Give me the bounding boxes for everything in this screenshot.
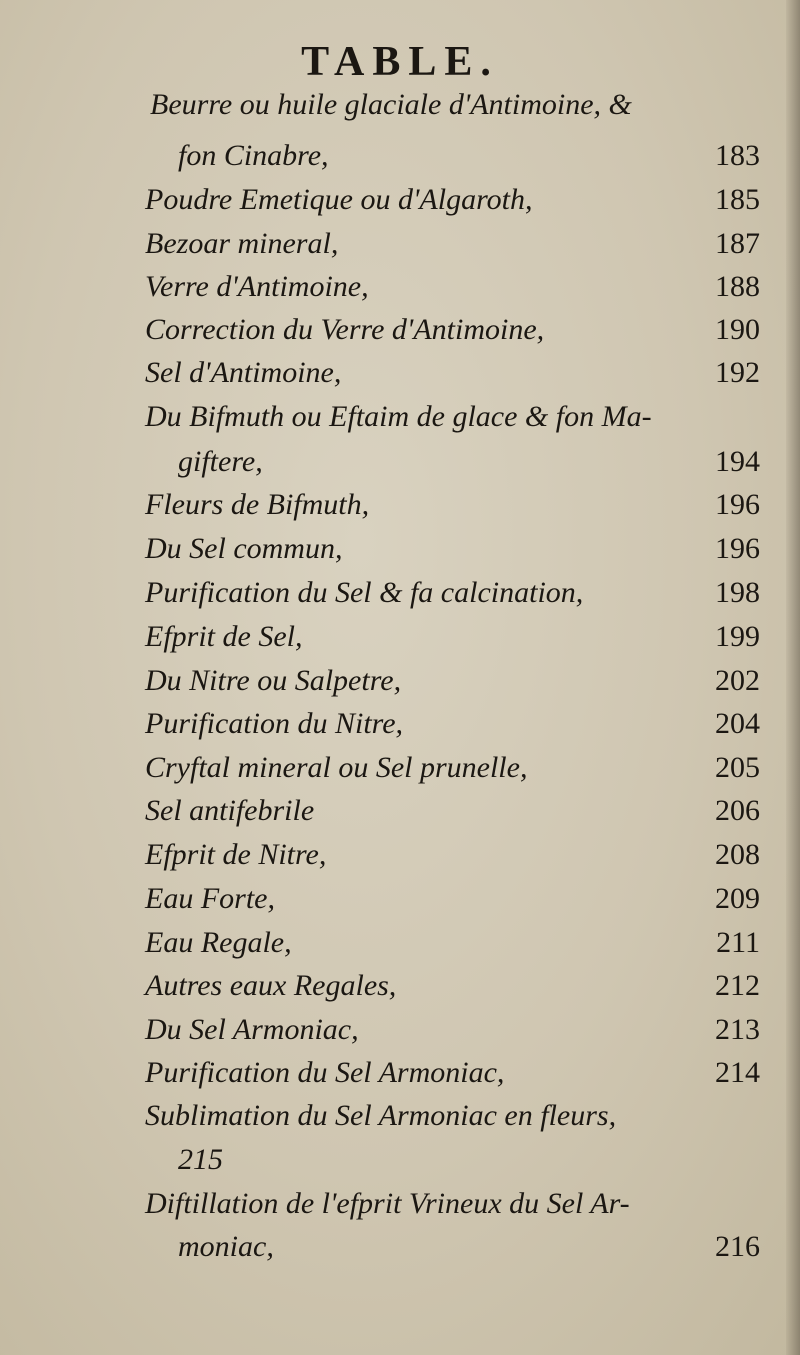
toc-entry-title: Purification du Sel & fa calcination, — [145, 576, 584, 609]
toc-entry-page-number: 192 — [715, 356, 760, 389]
toc-entry — [0, 83, 800, 127]
toc-entry-page-number: 185 — [715, 183, 760, 216]
toc-entry-page-number: 212 — [715, 969, 760, 1002]
toc-entry-title: Beurre ou huile glaciale d'Antimoine, & — [150, 88, 632, 121]
toc-entry-title: Efprit de Sel, — [145, 620, 303, 653]
toc-entry — [0, 1051, 800, 1095]
toc-entry-page-number: 206 — [715, 794, 760, 827]
toc-entry-page-number: 213 — [715, 1013, 760, 1046]
toc-entry-page-number: 205 — [715, 751, 760, 784]
toc-entry — [0, 1138, 800, 1182]
toc-entry-page-number: 187 — [715, 227, 760, 260]
toc-entry — [0, 659, 800, 703]
toc-entry-title: Du Sel commun, — [145, 532, 343, 565]
toc-entry-title: Bezoar mineral, — [145, 227, 339, 260]
toc-entry — [0, 921, 800, 965]
toc-entry — [0, 483, 800, 527]
toc-entry-page-number: 199 — [715, 620, 760, 653]
toc-entry — [0, 702, 800, 746]
toc-entry-title: Du Sel Armoniac, — [145, 1013, 359, 1046]
toc-entry — [0, 308, 800, 352]
toc-entry-title: Sel antifebrile — [145, 794, 315, 827]
toc-entry — [0, 789, 800, 833]
toc-entry-title: Du Nitre ou Salpetre, — [145, 664, 402, 697]
toc-entry — [0, 440, 800, 484]
toc-entry-page-number: 183 — [715, 139, 760, 172]
toc-entry — [0, 1094, 800, 1138]
toc-entry-title: Fleurs de Bifmuth, — [145, 488, 370, 521]
toc-entry — [0, 265, 800, 309]
toc-entry-title: giftere, — [178, 445, 263, 478]
toc-entry-page-number: 194 — [715, 445, 760, 478]
toc-entry-title: moniac, — [178, 1230, 274, 1263]
toc-entry-page-number: 214 — [715, 1056, 760, 1089]
toc-entry — [0, 134, 800, 178]
toc-entry-page-number: 196 — [715, 488, 760, 521]
toc-entry-title: 215 — [178, 1143, 223, 1176]
toc-entry — [0, 1008, 800, 1052]
toc-entry-page-number: 216 — [715, 1230, 760, 1263]
toc-entry-title: Sel d'Antimoine, — [145, 356, 342, 389]
toc-entry — [0, 964, 800, 1008]
toc-entry-title: Efprit de Nitre, — [145, 838, 327, 871]
toc-entry — [0, 351, 800, 395]
toc-entry-title: Sublimation du Sel Armoniac en fleurs, — [145, 1099, 617, 1132]
toc-entry — [0, 571, 800, 615]
toc-entry-title: Cryftal mineral ou Sel prunelle, — [145, 751, 528, 784]
toc-entry-page-number: 209 — [715, 882, 760, 915]
toc-entry-page-number: 198 — [715, 576, 760, 609]
toc-entry — [0, 527, 800, 571]
toc-entry — [0, 1182, 800, 1226]
toc-entry — [0, 877, 800, 921]
toc-entry-title: Diftillation de l'efprit Vrineux du Sel Ar- — [145, 1187, 630, 1220]
toc-entry-page-number: 190 — [715, 313, 760, 346]
toc-entry-page-number: 196 — [715, 532, 760, 565]
toc-entry-title: Purification du Sel Armoniac, — [145, 1056, 505, 1089]
toc-entry — [0, 615, 800, 659]
toc-entry-page-number: 211 — [716, 926, 760, 959]
toc-entry — [0, 746, 800, 790]
toc-entry-title: Poudre Emetique ou d'Algaroth, — [145, 183, 533, 216]
toc-entry-page-number: 208 — [715, 838, 760, 871]
toc-entry — [0, 1225, 800, 1269]
toc-entry — [0, 395, 800, 439]
toc-entry-page-number: 204 — [715, 707, 760, 740]
toc-entry-title: Purification du Nitre, — [145, 707, 404, 740]
toc-entry-title: Du Bifmuth ou Eftaim de glace & fon Ma- — [145, 400, 652, 433]
toc-entry-page-number: 188 — [715, 270, 760, 303]
toc-entry-title: Autres eaux Regales, — [145, 969, 397, 1002]
toc-entry — [0, 833, 800, 877]
page-header: TABLE. — [301, 39, 499, 85]
toc-entry-page-number: 202 — [715, 664, 760, 697]
toc-entry-title: Eau Forte, — [145, 882, 275, 915]
toc-entry-title: fon Cinabre, — [178, 139, 329, 172]
toc-entry — [0, 178, 800, 222]
toc-entry-title: Verre d'Antimoine, — [145, 270, 369, 303]
toc-entry — [0, 222, 800, 266]
toc-entry-title: Correction du Verre d'Antimoine, — [145, 313, 545, 346]
toc-entry-title: Eau Regale, — [145, 926, 292, 959]
